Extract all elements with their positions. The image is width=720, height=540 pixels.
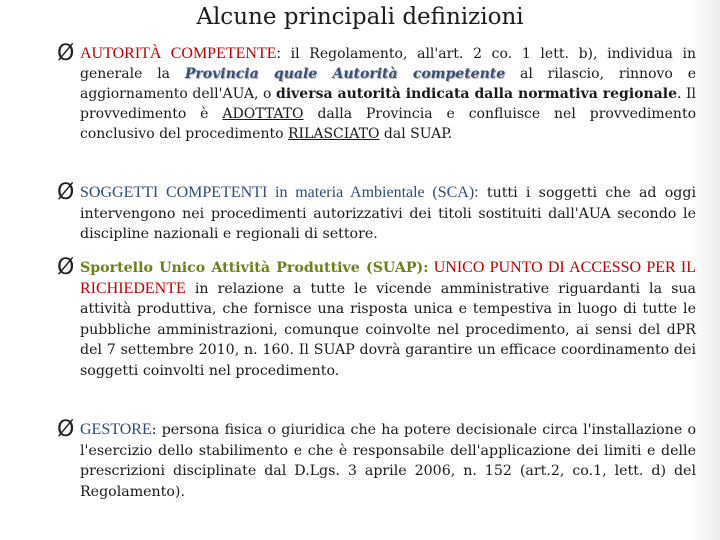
- bullet-arrow-icon: Ø: [57, 255, 75, 280]
- term-label: SOGGETTI COMPETENTI: [80, 184, 268, 201]
- highlighted-phrase: Provincia quale Autorità competente: [184, 66, 506, 82]
- definition-soggetti-competenti: [57, 180, 696, 245]
- definition-suap: [57, 255, 696, 381]
- definition-text: AUTORITÀ COMPETENTE: il Regolamento, all'art. 2 co. 1 lett. b), individua in generale la Provincia quale Autorità competente al rilascio, rinnovo e aggiornamento dell'AUA, o diversa autorità indicata dalla normativa regionale. Il provvedimento è ADOTTATO dalla Provincia e confluisce nel provvedimento conclusivo del procedimento RILASCIATO dal SUAP.: [80, 45, 696, 142]
- definition-autorita-competente: [57, 41, 696, 144]
- definition-text: Sportello Unico Attività Produttive (SUAP): UNICO PUNTO DI ACCESSO PER IL RICHIEDENTE in relazione a tutte le vicende amministrative riguardanti la sua attività produttiva, che fornisce una risposta unica e tempestiva in luogo di tutte le pubbliche amministrazioni, comunque coinvolte nel procedimento, ai sensi del dPR del 7 settembre 2010, n. 160. Il SUAP dovrà garantire un efficace coordinamento dei soggetti coinvolti nel procedimento.: [80, 259, 696, 379]
- bullet-arrow-icon: Ø: [57, 180, 75, 205]
- definition-text: SOGGETTI COMPETENTI in materia Ambientale (SCA): tutti i soggetti che ad oggi intervengono nei procedimenti autorizzativi dei titoli sostituiti dall'AUA secondo le discipline nazionali e regionali di settore.: [80, 184, 696, 242]
- term-label: Sportello Unico Attività Produttive (SUAP):: [80, 260, 429, 276]
- suap-emphasis: UNICO PUNTO DI ACCESSO PER IL RICHIEDENTE: [80, 259, 696, 297]
- bullet-arrow-icon: Ø: [57, 41, 75, 66]
- definition-text: GESTORE: persona fisica o giuridica che ha potere decisionale circa l'installazione o l'esercizio dello stabilimento e che è responsabile dell'applicazione dei limiti e delle prescrizioni disciplinate dal D.Lgs. 3 aprile 2006, n. 152 (art.2, co.1, lett. d) del Regolamento).: [80, 421, 696, 500]
- term-label: AUTORITÀ COMPETENTE: [80, 45, 277, 62]
- bullet-arrow-icon: Ø: [57, 417, 75, 442]
- definition-gestore: [57, 417, 696, 502]
- slide-title: Alcune principali definizioni: [196, 4, 524, 30]
- term-label: GESTORE: [80, 421, 152, 438]
